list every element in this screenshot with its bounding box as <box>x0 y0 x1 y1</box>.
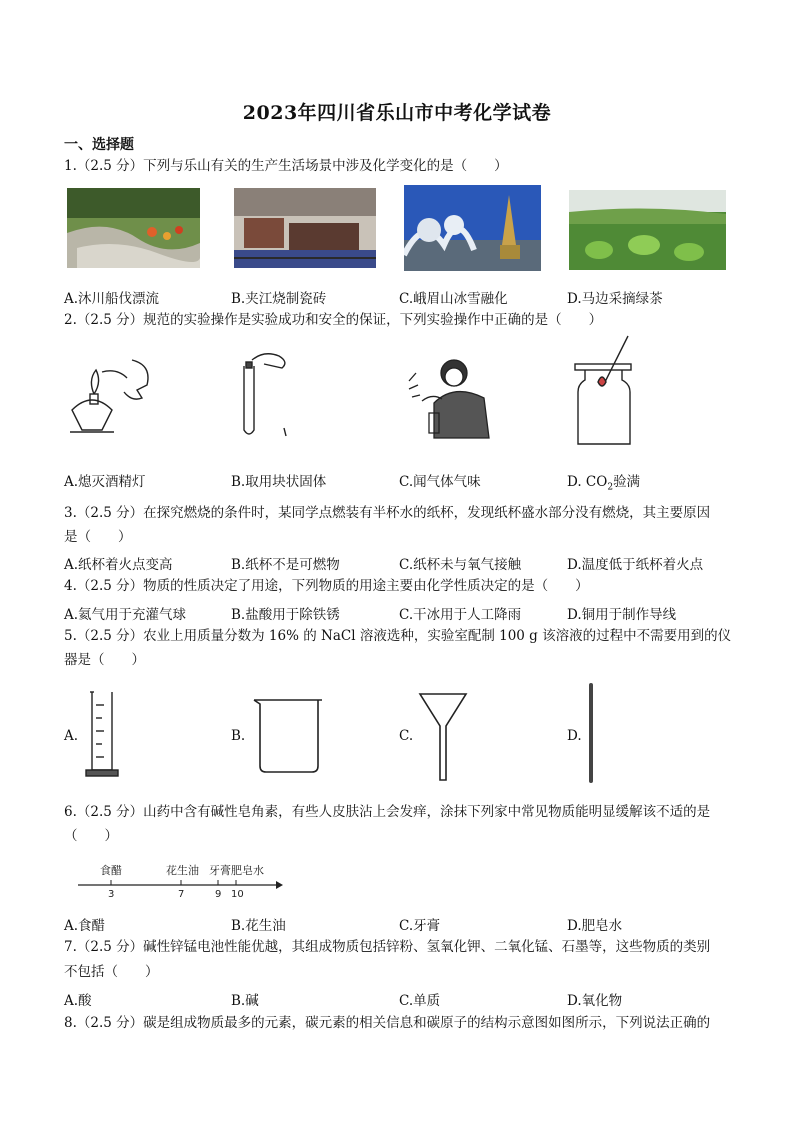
question-7-stem-line1: 7.（2.5 分）碱性锌锰电池性能优越，其组成物质包括锌粉、氢氧化钾、二氧化锰、石墨等，这些物质的类别 <box>64 939 711 955</box>
q3-option-a[interactable]: A.纸杯着火点变高 <box>64 557 173 573</box>
q1-option-c[interactable]: C.峨眉山冰雪融化 <box>399 291 508 307</box>
question-2-stem: 2.（2.5 分）规范的实验操作是实验成功和安全的保证，下列实验操作中正确的是（ ） <box>64 312 603 328</box>
q2-option-a[interactable]: A.熄灭酒精灯 <box>64 474 146 490</box>
q6-option-c[interactable]: C.牙膏 <box>399 918 441 934</box>
q4-option-d[interactable]: D.铜用于制作导线 <box>567 607 677 623</box>
scale-label-toothpaste: 牙膏 <box>209 864 231 877</box>
q5-image-funnel <box>418 690 468 782</box>
page-title: 2023年四川省乐山市中考化学试卷 <box>242 102 552 124</box>
section-heading: 一、选择题 <box>64 137 134 153</box>
q5-option-b[interactable]: B. <box>231 728 246 744</box>
q1-image-emei-snow <box>404 185 541 271</box>
question-3-stem-line2: 是（ ） <box>64 529 132 545</box>
q2-option-d-label: D. CO <box>567 474 608 490</box>
q3-option-b[interactable]: B.纸杯不是可燃物 <box>231 557 340 573</box>
q2-image-test-tube <box>234 348 294 440</box>
q7-option-b[interactable]: B.碱 <box>231 993 259 1009</box>
q5-image-graduated-cylinder <box>84 690 120 780</box>
question-5-stem-line1: 5.（2.5 分）农业上用质量分数为 16% 的 NaCl 溶液选种，实验室配制 100 g 该溶液的过程中不需要用到的仪 <box>64 628 732 644</box>
q1-option-b[interactable]: B.夹江烧制瓷砖 <box>231 291 327 307</box>
q6-option-b[interactable]: B.花生油 <box>231 918 286 934</box>
q2-option-c[interactable]: C.闻气体气味 <box>399 474 481 490</box>
q5-image-glass-rod <box>586 683 596 785</box>
q1-image-tea-garden <box>569 190 726 270</box>
question-8-stem: 8.（2.5 分）碳是组成物质最多的元素，碳元素的相关信息和碳原子的结构示意图如图所示，下列说法正确的 <box>64 1015 711 1031</box>
question-7-stem-line2: 不包括（ ） <box>64 964 159 980</box>
q3-option-c[interactable]: C.纸杯未与氧气接触 <box>399 557 522 573</box>
question-3-stem-line1: 3.（2.5 分）在探究燃烧的条件时，某同学点燃装有半杯水的纸杯，发现纸杯盛水部分没有燃烧，其主要原因 <box>64 505 711 521</box>
q3-option-d[interactable]: D.温度低于纸杯着火点 <box>567 557 704 573</box>
q6-ph-scale <box>78 860 283 900</box>
q2-image-alcohol-lamp <box>62 350 162 440</box>
question-4-stem: 4.（2.5 分）物质的性质决定了用途，下列物质的用途主要由化学性质决定的是（ ） <box>64 578 589 594</box>
q5-option-d[interactable]: D. <box>567 728 582 744</box>
q2-option-b[interactable]: B.取用块状固体 <box>231 474 327 490</box>
scale-label-vinegar: 食醋 <box>100 864 122 877</box>
q1-option-a[interactable]: A.沐川船伐漂流 <box>64 291 160 307</box>
q4-option-b[interactable]: B.盐酸用于除铁锈 <box>231 607 340 623</box>
scale-label-soap-water: 肥皂水 <box>231 864 264 877</box>
q4-option-a[interactable]: A.氦气用于充灌气球 <box>64 607 187 623</box>
q1-image-tile-factory <box>234 188 376 268</box>
q2-option-d[interactable] <box>567 470 640 493</box>
q5-image-beaker <box>252 696 326 776</box>
question-1-stem: 1.（2.5 分）下列与乐山有关的生产生活场景中涉及化学变化的是（ ） <box>64 158 508 174</box>
q5-option-a[interactable]: A. <box>64 728 79 744</box>
scale-value-9: 9 <box>215 889 222 900</box>
q2-option-d-text: 验满 <box>613 474 641 490</box>
q7-option-c[interactable]: C.单质 <box>399 993 441 1009</box>
q4-option-c[interactable]: C.干冰用于人工降雨 <box>399 607 522 623</box>
q1-image-rafting <box>67 188 200 268</box>
question-6-stem-line2: （ ） <box>64 828 118 844</box>
q7-option-d[interactable]: D.氧化物 <box>567 993 623 1009</box>
q2-image-smell-gas <box>404 353 494 441</box>
q2-option-d-subscript: 2 <box>607 482 614 493</box>
q6-option-d[interactable]: D.肥皂水 <box>567 918 623 934</box>
scale-value-7: 7 <box>178 889 185 900</box>
scale-value-3: 3 <box>108 889 115 900</box>
q6-option-a[interactable]: A.食醋 <box>64 918 106 934</box>
scale-value-10: 10 <box>231 889 244 900</box>
q7-option-a[interactable]: A.酸 <box>64 993 92 1009</box>
question-5-stem-line2: 器是（ ） <box>64 652 145 668</box>
q2-image-gas-bottle <box>570 332 640 450</box>
scale-label-peanut-oil: 花生油 <box>166 864 199 877</box>
q5-option-c[interactable]: C. <box>399 728 414 744</box>
question-6-stem-line1: 6.（2.5 分）山药中含有碱性皂角素，有些人皮肤沾上会发痒，涂抹下列家中常见物质能明显缓解该不适的是 <box>64 804 711 820</box>
q1-option-d[interactable]: D.马边采摘绿茶 <box>567 291 663 307</box>
